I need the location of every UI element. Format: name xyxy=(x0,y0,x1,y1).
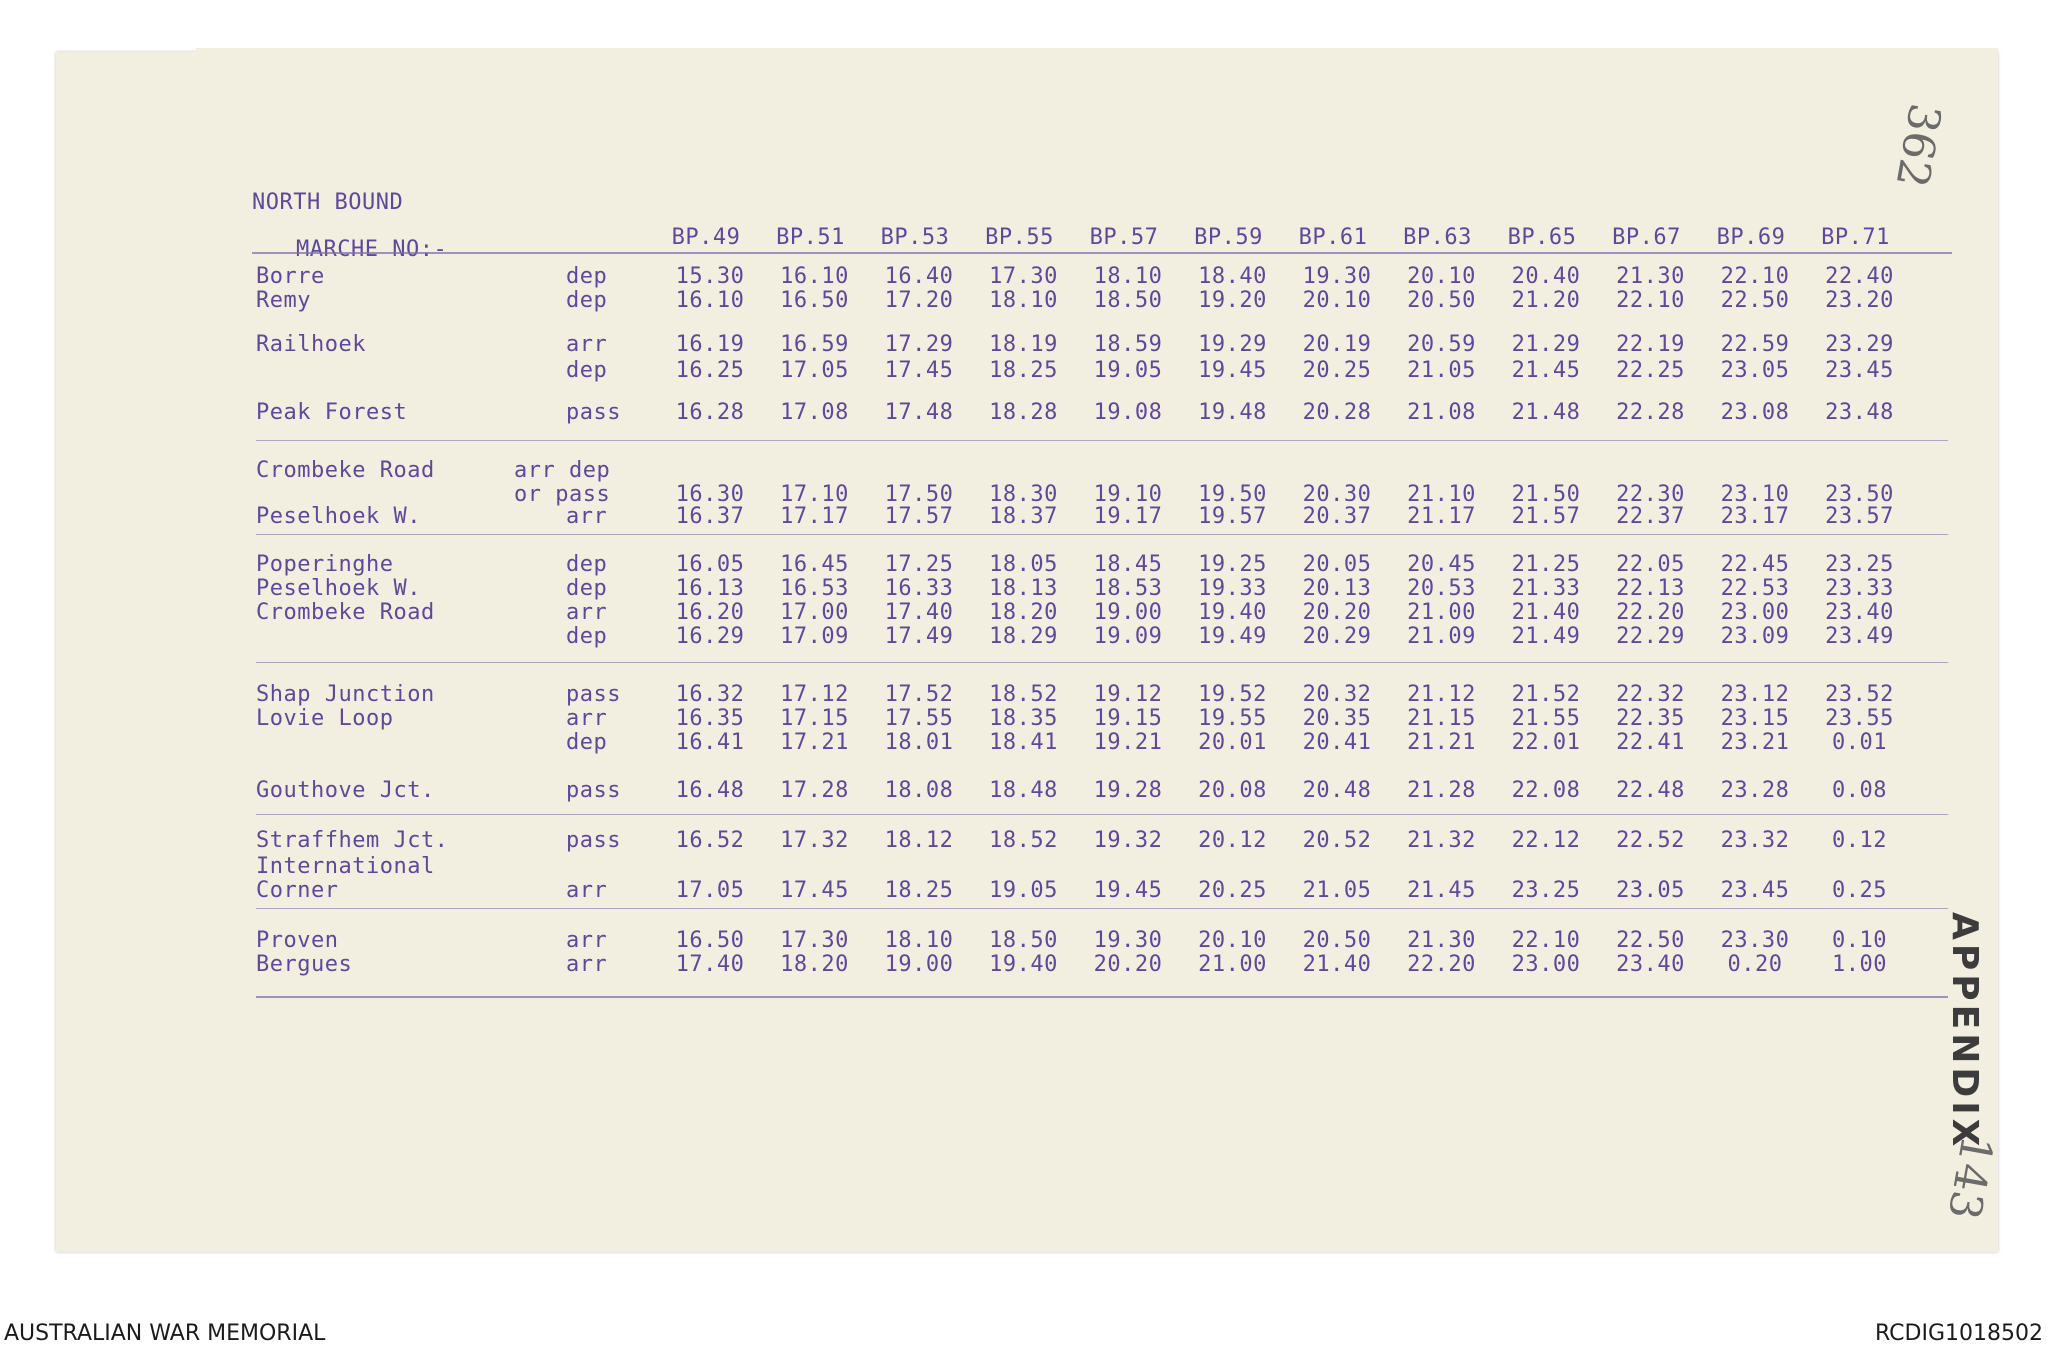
station-name: Corner xyxy=(256,878,339,903)
time-cell: 19.25 xyxy=(1198,552,1267,577)
time-cell: 21.52 xyxy=(1511,682,1581,707)
arrival-departure-type: dep xyxy=(566,264,608,289)
time-cell: 16.10 xyxy=(675,288,745,313)
time-cell: 20.10 xyxy=(1302,288,1372,313)
time-cell: 22.40 xyxy=(1825,264,1894,289)
time-cell: 21.55 xyxy=(1511,706,1581,731)
archive-footer xyxy=(0,1311,2047,1351)
station-name: Shap Junction xyxy=(256,682,435,707)
time-cell: 22.05 xyxy=(1616,552,1685,577)
column-header: BP.49 xyxy=(671,225,741,250)
time-cell: 21.32 xyxy=(1407,828,1476,853)
time-cell: 23.05 xyxy=(1616,878,1685,903)
time-cell: 21.49 xyxy=(1511,624,1581,649)
arrival-departure-type: pass xyxy=(566,682,621,707)
time-cell: 16.10 xyxy=(780,264,849,289)
time-cell: 22.37 xyxy=(1616,504,1685,529)
time-cell: 20.20 xyxy=(1093,952,1163,977)
station-name: Proven xyxy=(256,928,339,953)
arrival-departure-type: arr xyxy=(566,504,608,529)
time-cell: 20.05 xyxy=(1302,552,1372,577)
time-cell: 23.45 xyxy=(1825,358,1894,383)
time-cell: 18.29 xyxy=(989,624,1058,649)
time-cell: 20.50 xyxy=(1302,928,1372,953)
time-cell: 21.40 xyxy=(1511,600,1581,625)
time-cell: 21.15 xyxy=(1407,706,1476,731)
arrival-departure-type: dep xyxy=(566,288,608,313)
station-name: Borre xyxy=(256,264,325,289)
archive-id: RCDIG1018502 xyxy=(1874,1321,2043,1346)
time-cell: 23.32 xyxy=(1720,828,1790,853)
time-cell: 21.30 xyxy=(1407,928,1476,953)
time-cell: 22.30 xyxy=(1616,482,1685,507)
station-name: Crombeke Road xyxy=(256,600,435,625)
time-cell: 17.40 xyxy=(675,952,745,977)
time-cell: 17.52 xyxy=(884,682,954,707)
arrival-departure-type: or pass xyxy=(514,482,611,507)
time-cell: 23.17 xyxy=(1720,504,1790,529)
station-name: Gouthove Jct. xyxy=(256,778,435,803)
time-cell: 20.37 xyxy=(1302,504,1372,529)
station-name: Poperinghe xyxy=(256,552,394,577)
time-cell: 20.25 xyxy=(1302,358,1372,383)
time-cell: 20.50 xyxy=(1407,288,1476,313)
time-cell: 23.00 xyxy=(1511,952,1581,977)
time-cell: 17.29 xyxy=(884,332,954,357)
time-cell: 18.59 xyxy=(1093,332,1163,357)
time-cell: 16.52 xyxy=(675,828,745,853)
time-cell: 17.32 xyxy=(780,828,849,853)
time-cell: 21.50 xyxy=(1511,482,1581,507)
appendix-stamp: APPENDIX xyxy=(1944,912,1985,1151)
time-cell: 23.05 xyxy=(1720,358,1790,383)
time-cell: 17.30 xyxy=(989,264,1058,289)
group-rule xyxy=(256,908,1948,909)
time-cell: 21.25 xyxy=(1511,552,1581,577)
time-cell: 23.52 xyxy=(1825,682,1894,707)
column-header: BP.67 xyxy=(1612,225,1681,250)
time-cell: 16.53 xyxy=(780,576,849,601)
arrival-departure-type: dep xyxy=(566,624,608,649)
time-cell: 22.59 xyxy=(1720,332,1790,357)
time-cell: 21.29 xyxy=(1511,332,1581,357)
column-header: BP.69 xyxy=(1716,225,1786,250)
time-cell: 17.30 xyxy=(780,928,849,953)
time-cell: 0.20 xyxy=(1727,952,1783,977)
time-cell: 17.45 xyxy=(780,878,849,903)
column-header: BP.59 xyxy=(1194,225,1263,250)
time-cell: 18.10 xyxy=(989,288,1058,313)
time-cell: 21.33 xyxy=(1511,576,1581,601)
station-name: Remy xyxy=(256,288,311,313)
column-header: BP.65 xyxy=(1507,225,1577,250)
time-cell: 17.05 xyxy=(780,358,849,383)
time-cell: 18.41 xyxy=(989,730,1058,755)
time-cell: 22.35 xyxy=(1616,706,1685,731)
time-cell: 23.21 xyxy=(1720,730,1790,755)
time-cell: 19.30 xyxy=(1302,264,1372,289)
time-cell: 23.15 xyxy=(1720,706,1790,731)
marche-label: MARCHE NO:- xyxy=(296,237,448,262)
time-cell: 21.08 xyxy=(1407,400,1476,425)
time-cell: 22.29 xyxy=(1616,624,1685,649)
time-cell: 21.57 xyxy=(1511,504,1581,529)
time-cell: 20.48 xyxy=(1302,778,1372,803)
time-cell: 21.00 xyxy=(1407,600,1476,625)
time-cell: 19.45 xyxy=(1093,878,1163,903)
time-cell: 19.21 xyxy=(1093,730,1163,755)
time-cell: 0.10 xyxy=(1832,928,1887,953)
time-cell: 16.59 xyxy=(780,332,849,357)
column-header: BP.55 xyxy=(985,225,1054,250)
time-cell: 22.10 xyxy=(1720,264,1790,289)
time-cell: 17.55 xyxy=(884,706,954,731)
time-cell: 21.28 xyxy=(1407,778,1476,803)
time-cell: 23.25 xyxy=(1511,878,1581,903)
time-cell: 23.28 xyxy=(1720,778,1790,803)
time-cell: 17.05 xyxy=(675,878,745,903)
time-cell: 20.25 xyxy=(1198,878,1267,903)
time-cell: 20.41 xyxy=(1302,730,1372,755)
time-cell: 21.12 xyxy=(1407,682,1476,707)
time-cell: 21.00 xyxy=(1198,952,1267,977)
arrival-departure-type: pass xyxy=(566,400,621,425)
column-header: BP.61 xyxy=(1298,225,1368,250)
arrival-departure-type: pass xyxy=(566,828,621,853)
time-cell: 16.29 xyxy=(675,624,745,649)
time-cell: 18.25 xyxy=(884,878,954,903)
station-name: Bergues xyxy=(256,952,353,977)
time-cell: 20.29 xyxy=(1302,624,1372,649)
time-cell: 16.45 xyxy=(780,552,849,577)
time-cell: 17.49 xyxy=(884,624,954,649)
time-cell: 17.40 xyxy=(884,600,954,625)
time-cell: 23.10 xyxy=(1720,482,1790,507)
column-header: BP.53 xyxy=(880,225,950,250)
folio-number: 362 xyxy=(1885,99,1951,192)
time-cell: 18.01 xyxy=(884,730,954,755)
arrival-departure-type: arr xyxy=(566,878,608,903)
time-cell: 22.01 xyxy=(1511,730,1581,755)
time-cell: 22.20 xyxy=(1616,600,1685,625)
time-cell: 23.08 xyxy=(1720,400,1790,425)
time-cell: 16.35 xyxy=(675,706,745,731)
time-cell: 17.45 xyxy=(884,358,954,383)
time-cell: 22.53 xyxy=(1720,576,1790,601)
time-cell: 19.52 xyxy=(1198,682,1267,707)
time-cell: 19.20 xyxy=(1198,288,1267,313)
time-cell: 17.08 xyxy=(780,400,849,425)
time-cell: 16.13 xyxy=(675,576,745,601)
time-cell: 16.41 xyxy=(675,730,745,755)
time-cell: 18.50 xyxy=(1093,288,1163,313)
time-cell: 18.05 xyxy=(989,552,1058,577)
time-cell: 0.01 xyxy=(1832,730,1887,755)
time-cell: 17.10 xyxy=(780,482,849,507)
time-cell: 19.50 xyxy=(1198,482,1267,507)
time-cell: 18.10 xyxy=(1093,264,1163,289)
time-cell: 19.28 xyxy=(1093,778,1163,803)
column-header: BP.63 xyxy=(1403,225,1472,250)
time-cell: 22.50 xyxy=(1720,288,1790,313)
time-cell: 16.32 xyxy=(675,682,745,707)
time-cell: 1.00 xyxy=(1832,952,1887,977)
time-cell: 23.45 xyxy=(1720,878,1790,903)
time-cell: 17.12 xyxy=(780,682,849,707)
time-cell: 16.48 xyxy=(675,778,745,803)
time-cell: 0.12 xyxy=(1832,828,1887,853)
header-rule xyxy=(252,252,1952,254)
time-cell: 20.10 xyxy=(1198,928,1267,953)
time-cell: 16.40 xyxy=(884,264,954,289)
arrival-departure-type: dep xyxy=(566,576,608,601)
group-rule xyxy=(256,814,1948,815)
time-cell: 22.32 xyxy=(1616,682,1685,707)
document-title: NORTH BOUND xyxy=(252,190,404,215)
time-cell: 19.33 xyxy=(1198,576,1267,601)
time-cell: 20.59 xyxy=(1407,332,1476,357)
time-cell: 22.20 xyxy=(1407,952,1476,977)
time-cell: 21.30 xyxy=(1616,264,1685,289)
arrival-departure-type: dep xyxy=(566,358,608,383)
time-cell: 17.48 xyxy=(884,400,954,425)
time-cell: 20.32 xyxy=(1302,682,1372,707)
time-cell: 18.40 xyxy=(1198,264,1267,289)
time-cell: 20.52 xyxy=(1302,828,1372,853)
time-cell: 16.20 xyxy=(675,600,745,625)
time-cell: 19.15 xyxy=(1093,706,1163,731)
time-cell: 21.05 xyxy=(1407,358,1476,383)
time-cell: 18.35 xyxy=(989,706,1058,731)
time-cell: 17.50 xyxy=(884,482,954,507)
time-cell: 23.25 xyxy=(1825,552,1894,577)
group-rule xyxy=(256,534,1948,535)
time-cell: 23.00 xyxy=(1720,600,1790,625)
time-cell: 20.08 xyxy=(1198,778,1267,803)
time-cell: 16.50 xyxy=(675,928,745,953)
time-cell: 18.52 xyxy=(989,828,1058,853)
time-cell: 19.05 xyxy=(1093,358,1163,383)
time-cell: 19.32 xyxy=(1093,828,1163,853)
arrival-departure-type: arr xyxy=(566,952,608,977)
time-cell: 20.20 xyxy=(1302,600,1372,625)
time-cell: 17.09 xyxy=(780,624,849,649)
time-cell: 21.21 xyxy=(1407,730,1476,755)
time-cell: 22.10 xyxy=(1511,928,1581,953)
time-cell: 21.05 xyxy=(1302,878,1372,903)
time-cell: 22.13 xyxy=(1616,576,1685,601)
time-cell: 19.45 xyxy=(1198,358,1267,383)
time-cell: 23.30 xyxy=(1720,928,1790,953)
time-cell: 16.19 xyxy=(675,332,745,357)
archive-name: AUSTRALIAN WAR MEMORIAL xyxy=(4,1321,326,1346)
time-cell: 18.53 xyxy=(1093,576,1163,601)
arrival-departure-type: pass xyxy=(566,778,621,803)
time-cell: 16.30 xyxy=(675,482,745,507)
group-rule xyxy=(256,440,1948,441)
arrival-departure-type: arr dep xyxy=(514,458,611,483)
time-cell: 20.35 xyxy=(1302,706,1372,731)
time-cell: 17.20 xyxy=(884,288,954,313)
time-cell: 18.10 xyxy=(884,928,954,953)
time-cell: 16.50 xyxy=(780,288,849,313)
time-cell: 22.19 xyxy=(1616,332,1685,357)
time-cell: 19.00 xyxy=(884,952,954,977)
time-cell: 18.50 xyxy=(989,928,1058,953)
time-cell: 0.25 xyxy=(1832,878,1887,903)
time-cell: 23.40 xyxy=(1825,600,1894,625)
column-header: BP.51 xyxy=(776,225,845,250)
time-cell: 20.53 xyxy=(1407,576,1476,601)
time-cell: 18.37 xyxy=(989,504,1058,529)
time-cell: 22.08 xyxy=(1511,778,1581,803)
time-cell: 0.08 xyxy=(1832,778,1887,803)
time-cell: 17.28 xyxy=(780,778,849,803)
time-cell: 20.19 xyxy=(1302,332,1372,357)
time-cell: 23.49 xyxy=(1825,624,1894,649)
time-cell: 19.40 xyxy=(1198,600,1267,625)
time-cell: 19.08 xyxy=(1093,400,1163,425)
time-cell: 23.57 xyxy=(1825,504,1894,529)
time-cell: 18.52 xyxy=(989,682,1058,707)
time-cell: 23.09 xyxy=(1720,624,1790,649)
time-cell: 16.25 xyxy=(675,358,745,383)
time-cell: 23.48 xyxy=(1825,400,1894,425)
time-cell: 21.45 xyxy=(1407,878,1476,903)
time-cell: 21.40 xyxy=(1302,952,1372,977)
time-cell: 17.21 xyxy=(780,730,849,755)
time-cell: 18.19 xyxy=(989,332,1058,357)
arrival-departure-type: arr xyxy=(566,706,608,731)
time-cell: 20.40 xyxy=(1511,264,1581,289)
time-cell: 17.15 xyxy=(780,706,849,731)
column-header: BP.71 xyxy=(1821,225,1890,250)
time-cell: 23.55 xyxy=(1825,706,1894,731)
time-cell: 18.20 xyxy=(780,952,849,977)
time-cell: 16.33 xyxy=(884,576,954,601)
time-cell: 17.00 xyxy=(780,600,849,625)
time-cell: 19.57 xyxy=(1198,504,1267,529)
time-cell: 19.05 xyxy=(989,878,1058,903)
time-cell: 16.28 xyxy=(675,400,745,425)
arrival-departure-type: arr xyxy=(566,928,608,953)
time-cell: 22.41 xyxy=(1616,730,1685,755)
time-cell: 22.48 xyxy=(1616,778,1685,803)
arrival-departure-type: dep xyxy=(566,730,608,755)
time-cell: 19.48 xyxy=(1198,400,1267,425)
time-cell: 22.28 xyxy=(1616,400,1685,425)
time-cell: 19.55 xyxy=(1198,706,1267,731)
time-cell: 21.48 xyxy=(1511,400,1581,425)
time-cell: 20.01 xyxy=(1198,730,1267,755)
time-cell: 19.12 xyxy=(1093,682,1163,707)
document-page xyxy=(56,52,2003,1252)
time-cell: 19.10 xyxy=(1093,482,1163,507)
arrival-departure-type: arr xyxy=(566,600,608,625)
time-cell: 19.29 xyxy=(1198,332,1267,357)
time-cell: 18.45 xyxy=(1093,552,1163,577)
time-cell: 19.40 xyxy=(989,952,1058,977)
time-cell: 22.12 xyxy=(1511,828,1581,853)
station-name: Peselhoek W. xyxy=(256,576,421,601)
page-number-note: 143 xyxy=(1937,1131,2003,1224)
time-cell: 21.09 xyxy=(1407,624,1476,649)
time-cell: 18.12 xyxy=(884,828,954,853)
time-cell: 22.50 xyxy=(1616,928,1685,953)
time-cell: 16.05 xyxy=(675,552,745,577)
time-cell: 23.50 xyxy=(1825,482,1894,507)
station-name: International xyxy=(256,854,435,879)
time-cell: 23.29 xyxy=(1825,332,1894,357)
station-name: Railhoek xyxy=(256,332,366,357)
time-cell: 15.30 xyxy=(675,264,745,289)
time-cell: 20.28 xyxy=(1302,400,1372,425)
time-cell: 22.52 xyxy=(1616,828,1685,853)
time-cell: 17.17 xyxy=(780,504,849,529)
time-cell: 21.17 xyxy=(1407,504,1476,529)
station-name: Crombeke Road xyxy=(256,458,435,483)
station-name: Lovie Loop xyxy=(256,706,394,731)
time-cell: 21.20 xyxy=(1511,288,1581,313)
time-cell: 18.28 xyxy=(989,400,1058,425)
time-cell: 18.13 xyxy=(989,576,1058,601)
time-cell: 18.25 xyxy=(989,358,1058,383)
time-cell: 20.10 xyxy=(1407,264,1476,289)
arrival-departure-type: dep xyxy=(566,552,608,577)
time-cell: 18.30 xyxy=(989,482,1058,507)
time-cell: 19.00 xyxy=(1093,600,1163,625)
time-cell: 20.13 xyxy=(1302,576,1372,601)
time-cell: 19.17 xyxy=(1093,504,1163,529)
time-cell: 20.45 xyxy=(1407,552,1476,577)
time-cell: 23.33 xyxy=(1825,576,1894,601)
station-name: Straffhem Jct. xyxy=(256,828,449,853)
time-cell: 19.09 xyxy=(1093,624,1163,649)
station-name: Peak Forest xyxy=(256,400,408,425)
time-cell: 22.10 xyxy=(1616,288,1685,313)
time-cell: 21.10 xyxy=(1407,482,1476,507)
group-rule xyxy=(256,996,1948,998)
time-cell: 21.45 xyxy=(1511,358,1581,383)
time-cell: 20.30 xyxy=(1302,482,1372,507)
time-cell: 23.40 xyxy=(1616,952,1685,977)
time-cell: 16.37 xyxy=(675,504,745,529)
time-cell: 23.12 xyxy=(1720,682,1790,707)
time-cell: 17.25 xyxy=(884,552,954,577)
time-cell: 18.08 xyxy=(884,778,954,803)
time-cell: 22.25 xyxy=(1616,358,1685,383)
time-cell: 20.12 xyxy=(1198,828,1267,853)
group-rule xyxy=(256,662,1948,663)
time-cell: 22.45 xyxy=(1720,552,1790,577)
time-cell: 19.49 xyxy=(1198,624,1267,649)
column-header: BP.57 xyxy=(1089,225,1159,250)
time-cell: 18.48 xyxy=(989,778,1058,803)
time-cell: 19.30 xyxy=(1093,928,1163,953)
time-cell: 17.57 xyxy=(884,504,954,529)
arrival-departure-type: arr xyxy=(566,332,608,357)
time-cell: 18.20 xyxy=(989,600,1058,625)
station-name: Peselhoek W. xyxy=(256,504,421,529)
time-cell: 23.20 xyxy=(1825,288,1894,313)
